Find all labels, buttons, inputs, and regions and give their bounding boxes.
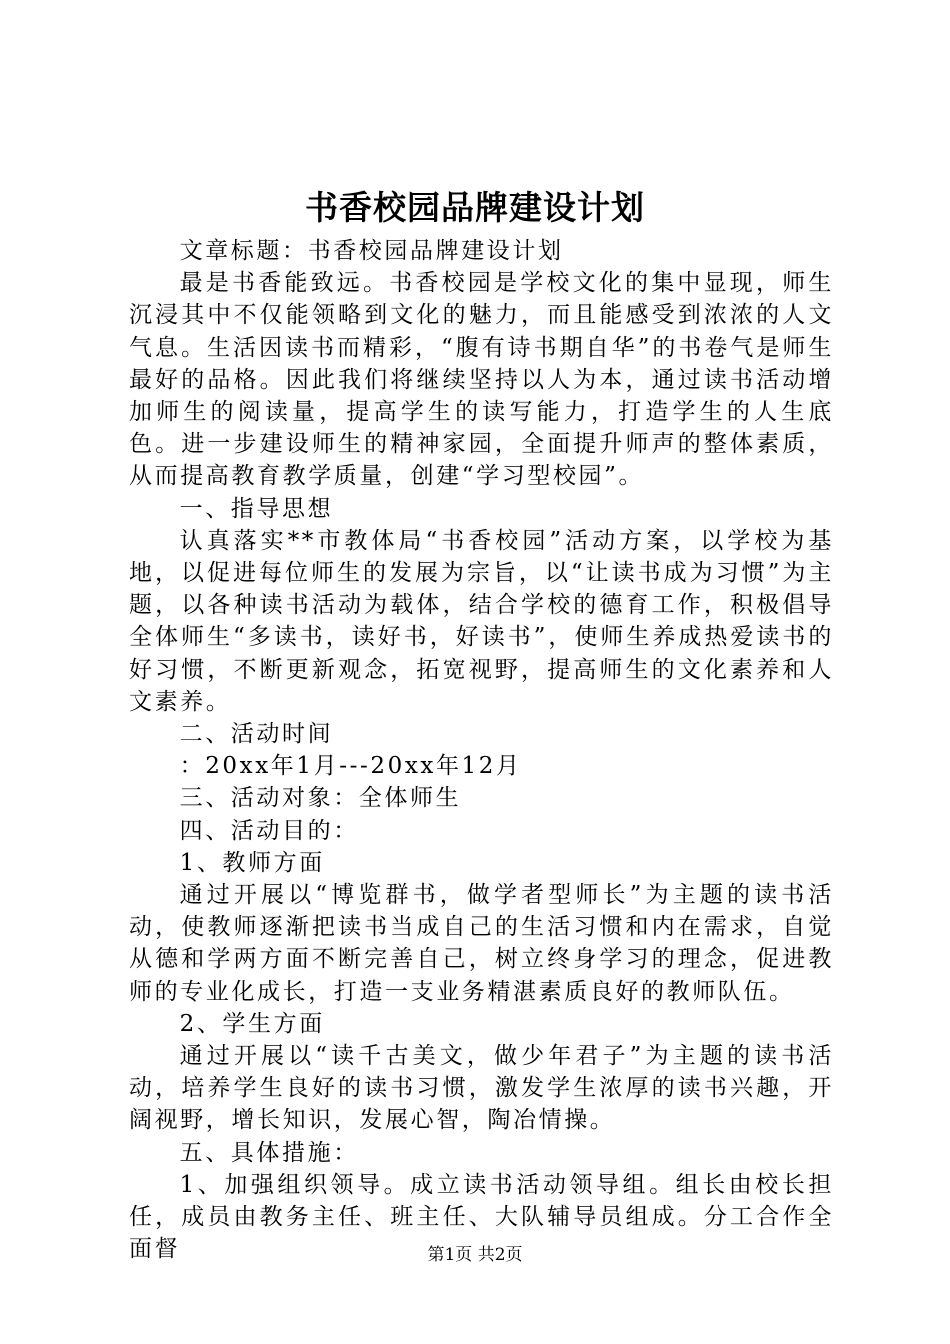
section-heading: 四、活动目的： bbox=[179, 817, 359, 844]
time-paragraph: ：20xx年1月---20xx年12月 bbox=[179, 753, 522, 780]
article-title-line: 文章标题：书香校园品牌建设计划 bbox=[179, 238, 564, 264]
section-heading: 二、活动时间 bbox=[179, 721, 334, 748]
section-heading: 五、具体措施： bbox=[179, 1139, 359, 1166]
intro-paragraph: 最是书香能致远。书香校园是学校文化的集中显现，师生沉浸其中不仅能领略到文化的魅力，而且能感受到浓浓的人文气息。生活因读书而精彩，“腹有诗书期自华”的书卷气是师生最好的品格。因此我们将继续坚持以人为本，通过读书活动增加师生的阅读量，提高学生的读写能力，打造学生的人生底色。进一步建设师生的精神家园，全面提升师声的整体素质，从而提高教育教学质量，创建“学习型校园”。 bbox=[129, 270, 834, 490]
student-paragraph: 通过开展以“读千古美文，做少年君子”为主题的读书活动，培养学生良好的读书习惯，激发学生浓厚的读书兴趣，开阔视野，增长知识，发展心智，陶冶情操。 bbox=[129, 1043, 834, 1134]
subsection-heading: 2、学生方面 bbox=[179, 1010, 325, 1037]
document-title: 书香校园品牌建设计划 bbox=[305, 188, 645, 227]
document-body bbox=[129, 235, 834, 1266]
section-heading: 一、指导思想 bbox=[179, 495, 334, 522]
teacher-paragraph: 通过开展以“博览群书，做学者型师长”为主题的读书活动，使教师逐渐把读书当成自己的生活习惯和内在需求，自觉从德和学两方面不断完善自己，树立终身学习的理念，促进教师的专业化成长，打造一支业务精湛素质良好的教师队伍。 bbox=[129, 882, 834, 1005]
guiding-paragraph: 认真落实**市教体局“书香校园”活动方案，以学校为基地，以促进每位师生的发展为宗旨，以“让读书成为习惯”为主题，以各种读书活动为载体，结合学校的德育工作，积极倡导全体师生“多读书，读好书，好读书”，使师生养成热爱读书的好习惯，不断更新观念，拓宽视野，提高师生的文化素养和人文素养。 bbox=[129, 527, 834, 715]
section-heading: 三、活动对象：全体师生 bbox=[179, 785, 462, 812]
page-footer: 第1页 共2页 bbox=[427, 1245, 523, 1265]
subsection-heading: 1、教师方面 bbox=[179, 849, 325, 876]
measures-paragraph: 1、加强组织领导。成立读书活动领导组。组长由校长担任，成员由教务主任、班主任、大队辅导员组成。分工合作全面督 bbox=[129, 1171, 834, 1263]
